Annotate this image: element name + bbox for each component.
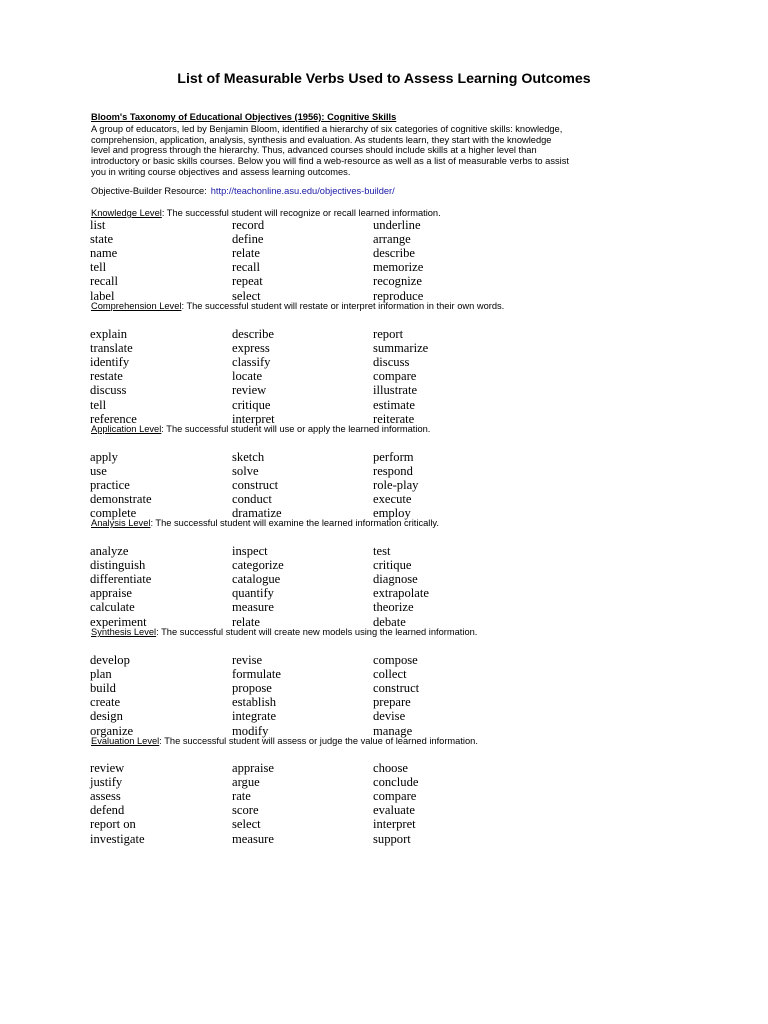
verb-row [0, 709, 768, 723]
verb: state [90, 232, 114, 247]
verb: estimate [373, 397, 415, 412]
verb-row [0, 246, 768, 260]
verb: quantify [232, 586, 274, 601]
verb-row [0, 667, 768, 681]
verb: organize [90, 723, 134, 738]
verb-row [0, 695, 768, 709]
verb-row [0, 492, 768, 506]
level-name: Synthesis Level [91, 627, 157, 637]
verb-row [0, 274, 768, 288]
verb: theorize [373, 600, 414, 615]
verb: discuss [90, 383, 127, 398]
verb: recognize [373, 274, 422, 289]
verb: analyze [90, 544, 129, 558]
verb: distinguish [90, 558, 146, 573]
level-name: Evaluation Level [91, 736, 160, 746]
verb: modify [232, 723, 269, 738]
verb: score [232, 803, 259, 818]
verb: justify [90, 775, 123, 790]
level-heading [91, 518, 439, 529]
verb: inspect [232, 544, 268, 558]
verb: respond [373, 464, 413, 479]
verb: support [373, 831, 411, 846]
verb: restate [90, 369, 123, 384]
intro-line: level and progress through the hierarchy. Thus, advanced courses should include skills at a higher level than [91, 145, 537, 156]
verb: translate [90, 341, 133, 356]
verb: argue [232, 775, 260, 790]
verb: revise [232, 653, 263, 667]
verb: summarize [373, 341, 429, 356]
verb-row [0, 775, 768, 789]
verb: reproduce [373, 288, 424, 303]
level-description: : The successful student will assess or judge the value of learned information. [159, 736, 478, 746]
verb: review [232, 383, 267, 398]
verb-row [0, 803, 768, 817]
verb: record [232, 218, 265, 232]
verb: repeat [232, 274, 263, 289]
verb: extrapolate [373, 586, 429, 601]
verb: define [232, 232, 264, 247]
verb-row [0, 653, 768, 667]
verb-row [0, 218, 768, 232]
verb-row [0, 450, 768, 464]
verb: select [232, 817, 261, 832]
verb-row [0, 544, 768, 558]
verb: reiterate [373, 411, 415, 426]
verb: reference [90, 411, 137, 426]
verb: perform [373, 450, 414, 464]
verb: review [90, 761, 125, 775]
verb: critique [232, 397, 271, 412]
verb: express [232, 341, 270, 356]
verb: choose [373, 761, 408, 775]
verb: select [232, 288, 261, 303]
verb: demonstrate [90, 492, 152, 507]
verb: relate [232, 614, 260, 629]
level-name: Application Level [91, 424, 162, 434]
verb-row [0, 681, 768, 695]
verb: list [90, 218, 106, 232]
verb: compare [373, 369, 417, 384]
verb: plan [90, 667, 112, 682]
verb: establish [232, 695, 277, 710]
verb: memorize [373, 260, 424, 275]
verb: sketch [232, 450, 265, 464]
verb: complete [90, 506, 137, 521]
level-heading [91, 736, 478, 747]
intro-line: comprehension, application, analysis, synthesis and evaluation. As students learn, they start with the knowledge [91, 134, 552, 145]
verb-row [0, 832, 768, 846]
verb: classify [232, 355, 271, 370]
intro-heading: Bloom's Taxonomy of Educational Objectives (1956): Cognitive Skills [91, 112, 397, 122]
verb: interpret [373, 817, 416, 832]
verb: critique [373, 558, 412, 573]
verb: underline [373, 218, 421, 232]
verb-row [0, 464, 768, 478]
verb: describe [232, 327, 274, 341]
verb: rate [232, 789, 251, 804]
verb: measure [232, 600, 274, 615]
verb: test [373, 544, 391, 558]
verb: conclude [373, 775, 419, 790]
verb-row [0, 789, 768, 803]
verb-row [0, 369, 768, 383]
verb: explain [90, 327, 128, 341]
verb: describe [373, 246, 415, 261]
verb-row [0, 341, 768, 355]
verb: compose [373, 653, 418, 667]
verb: practice [90, 478, 130, 493]
verb-row [0, 327, 768, 341]
level-description: : The successful student will create new models using the learned information. [156, 627, 478, 637]
verb: arrange [373, 232, 411, 247]
verb: evaluate [373, 803, 415, 818]
verb: use [90, 464, 107, 479]
verb: interpret [232, 411, 275, 426]
verb: recall [232, 260, 260, 275]
verb: discuss [373, 355, 410, 370]
verb: locate [232, 369, 263, 384]
verb: report [373, 327, 404, 341]
verb-row [0, 398, 768, 412]
verb: formulate [232, 667, 281, 682]
verb: create [90, 695, 121, 710]
intro-line: A group of educators, led by Benjamin Bloom, identified a hierarchy of six categories of cognitive skills: knowledge, [91, 124, 563, 134]
level-name: Knowledge Level [91, 208, 162, 218]
verb: investigate [90, 831, 145, 846]
verb: conduct [232, 492, 272, 507]
verb-row [0, 572, 768, 586]
verb-row [0, 355, 768, 369]
level-heading [91, 627, 477, 638]
level-heading [91, 301, 504, 312]
verb-row [0, 558, 768, 572]
intro-paragraph [91, 124, 691, 178]
level-heading [91, 424, 430, 435]
intro-line: introductory or basic skills courses. Below you will find a web-resource as well as a list of measurable verbs to assist [91, 156, 569, 167]
verb: execute [373, 492, 412, 507]
verb: develop [90, 653, 130, 667]
verb: construct [373, 681, 420, 696]
verb: calculate [90, 600, 135, 615]
verb-row [0, 232, 768, 246]
verb: appraise [232, 761, 274, 775]
resource-link[interactable]: http://teachonline.asu.edu/objectives-builder/ [210, 186, 395, 196]
verb: tell [90, 260, 107, 275]
intro-line: you in writing course objectives and assess learning outcomes. [91, 166, 351, 177]
level-name: Comprehension Level [91, 301, 182, 311]
verb: catalogue [232, 572, 281, 587]
verb: recall [90, 274, 118, 289]
verb: differentiate [90, 572, 152, 587]
verb: tell [90, 397, 107, 412]
verb: label [90, 288, 115, 303]
verb: employ [373, 506, 411, 521]
verb-row [0, 586, 768, 600]
verb: name [90, 246, 118, 261]
verb: apply [90, 450, 118, 464]
verb: identify [90, 355, 130, 370]
verb: construct [232, 478, 279, 493]
verb: prepare [373, 695, 411, 710]
verb-row [0, 817, 768, 831]
verb: experiment [90, 614, 147, 629]
level-description: : The successful student will use or apply the learned information. [161, 424, 431, 434]
verb: dramatize [232, 506, 282, 521]
verb-row [0, 761, 768, 775]
page-title: List of Measurable Verbs Used to Assess Learning Outcomes [177, 71, 591, 87]
level-description: : The successful student will recognize or recall learned information. [161, 208, 441, 218]
verb: compare [373, 789, 417, 804]
verb: design [90, 709, 123, 724]
verb: build [90, 681, 116, 696]
level-description: : The successful student will examine the learned information critically. [150, 518, 439, 528]
verb: defend [90, 803, 125, 818]
verb: appraise [90, 586, 132, 601]
verb-row [0, 383, 768, 397]
level-name: Analysis Level [91, 518, 151, 528]
verb: solve [232, 464, 259, 479]
verb: collect [373, 667, 407, 682]
verb: categorize [232, 558, 284, 573]
verb: assess [90, 789, 121, 804]
verb: relate [232, 246, 260, 261]
verb-row [0, 260, 768, 274]
verb: illustrate [373, 383, 418, 398]
verb: measure [232, 831, 274, 846]
verb: report on [90, 817, 136, 832]
verb: manage [373, 723, 413, 738]
verb: debate [373, 614, 406, 629]
level-description: : The successful student will restate or interpret information in their own words. [181, 301, 505, 311]
verb: devise [373, 709, 406, 724]
verb: role-play [373, 478, 419, 493]
verb-row [0, 478, 768, 492]
verb: propose [232, 681, 272, 696]
verb-row [0, 600, 768, 614]
verb: integrate [232, 709, 277, 724]
verb: diagnose [373, 572, 418, 587]
resource-line [91, 186, 395, 197]
resource-label: Objective-Builder Resource: [91, 186, 207, 196]
